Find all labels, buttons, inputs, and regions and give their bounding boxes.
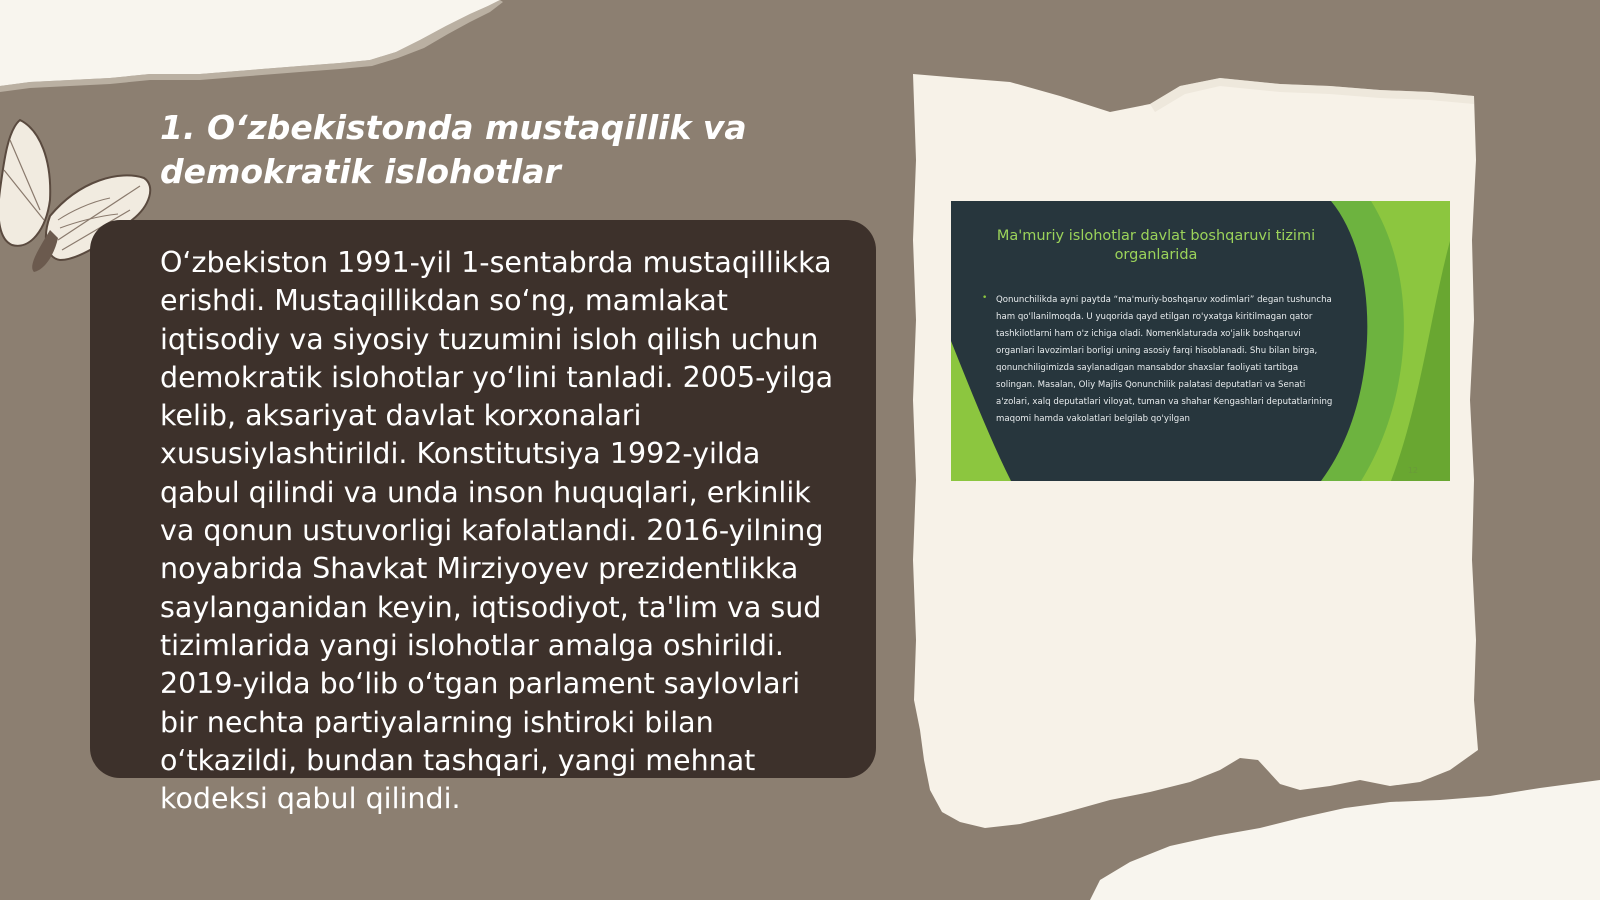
embedded-slide-image: [951, 201, 1450, 481]
body-paragraph: O‘zbekiston 1991-yil 1-sentabrda mustaqillikka erishdi. Mustaqillikdan so‘ng, mamlakat iqtisodiy va siyosiy tuzumini isloh qilish uchun demokratik islohotlar yo‘lini tanladi. 2005-yilga kelib, aksariyat davlat korxonalari xususiylashtirildi. Konstitutsiya 1992-yilda qabul qilindi va unda inson huquqlari, erkinlik va qonun ustuvorligi kafolatlandi. 2016-yilning noyabrida Shavkat Mirziyoyev prezidentlikka saylanganidan keyin, iqtisodiyot, ta'lim va sud tizimlarida yangi islohotlar amalga oshirildi. 2019-yilda bo‘lib o‘tgan parlament saylovlari bir nechta partiyalarning ishtiroki bilan o‘tkazildi, bundan tashqari, yangi mehnat kodeksi qabul qilindi.: [160, 246, 834, 816]
slide-title: Ma'muriy islohotlar davlat boshqaruvi tizimi organlarida: [996, 228, 1316, 263]
torn-paper-bottom: [1090, 780, 1600, 900]
page-title: 1. O‘zbekistonda mustaqillik va demokratik islohotlar: [160, 108, 747, 191]
slide-bullet-text: Qonunchilikda ayni paytda “ma'muriy-boshqaruv xodimlari” degan tushuncha ham qo'llanilmoqda. U yuqorida qayd etilgan ro'yxatga kiritilmagan qator tashkilotlarni ham o'z ichiga oladi. Nomenklaturada xo'jalik boshqaruvi organlari lavozimlari borligi uning asosiy farqi hisoblanadi. Shu bilan birga, qonunchiligimizda saylanadigan mansabdor shaxslar faoliyati tartibga solingan. Masalan, Oliy Majlis Qonunchilik palatasi deputatlari va Senati a'zolari, xalq deputatlari viloyat, tuman va shahar Kengashlari deputatlarining maqomi hamda vakolatlari belgilab qo'yilgan: [996, 295, 1333, 424]
slide-page-number: 12: [1407, 466, 1418, 475]
bullet-icon: •: [982, 293, 988, 303]
